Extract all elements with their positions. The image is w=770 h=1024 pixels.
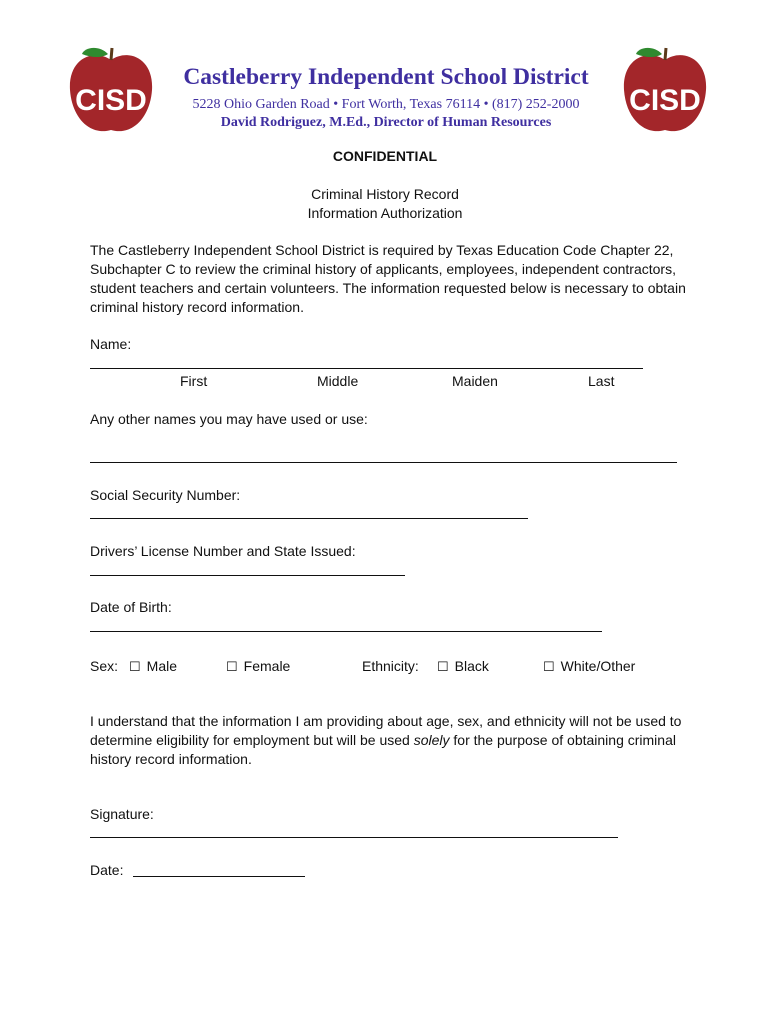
intro-paragraph: The Castleberry Independent School District is required by Texas Education Code Chapter 22, Subchapter C to review the criminal history of applicants, employees, independent contractors, student teachers and certain volunteers. The information requested below is necessary to obtain criminal history record information. bbox=[90, 242, 686, 315]
form-title-line2: Information Authorization bbox=[307, 205, 463, 221]
sex-option-male-label: Male bbox=[146, 658, 178, 674]
ethnicity-option-black[interactable] bbox=[437, 658, 489, 675]
checkbox-icon[interactable]: ☐ bbox=[129, 659, 141, 674]
date-label: Date: bbox=[90, 862, 124, 878]
ssn-label: Social Security Number: bbox=[90, 487, 241, 503]
drivers-license-label: Drivers’ License Number and State Issued: bbox=[90, 543, 356, 559]
ethnicity-option-white-other[interactable] bbox=[543, 658, 635, 675]
sex-option-female[interactable] bbox=[226, 658, 290, 675]
ssn-field-line[interactable] bbox=[90, 518, 528, 519]
other-names-field-line[interactable] bbox=[90, 462, 677, 463]
name-label: Name: bbox=[90, 336, 132, 352]
ethnicity-label: Ethnicity: bbox=[362, 658, 419, 674]
district-name: Castleberry Independent School District bbox=[183, 64, 589, 90]
checkbox-icon[interactable]: ☐ bbox=[437, 659, 449, 674]
understanding-statement bbox=[90, 712, 688, 769]
understanding-emphasis: solely bbox=[413, 732, 450, 748]
form-title-line1: Criminal History Record bbox=[311, 186, 459, 202]
drivers-license-field-line[interactable] bbox=[90, 575, 405, 576]
name-middle-label: Middle bbox=[317, 373, 359, 389]
understanding-text-before: I understand that the information I am providing about age, sex, and ethnicity will not be used to determine eligibility for employment but will be used bbox=[90, 713, 682, 748]
cisd-apple-logo-right bbox=[622, 44, 708, 136]
sex-option-female-label: Female bbox=[243, 658, 291, 674]
logo-text-left: CISD bbox=[75, 84, 147, 117]
confidential-heading: CONFIDENTIAL bbox=[332, 148, 438, 164]
district-address: 5228 Ohio Garden Road • Fort Worth, Texas 76114 • (817) 252-2000 bbox=[192, 97, 580, 112]
ethnicity-option-white-other-label: White/Other bbox=[560, 658, 636, 674]
sex-option-male[interactable] bbox=[129, 658, 177, 675]
name-first-label: First bbox=[180, 373, 208, 389]
ethnicity-option-black-label: Black bbox=[454, 658, 489, 674]
signature-label: Signature: bbox=[90, 806, 154, 822]
date-of-birth-label: Date of Birth: bbox=[90, 599, 172, 615]
understanding-text-after: for the purpose of obtaining criminal history record information. bbox=[90, 732, 676, 767]
name-last-label: Last bbox=[588, 373, 615, 389]
signature-field-line[interactable] bbox=[90, 837, 618, 838]
other-names-label: Any other names you may have used or use: bbox=[90, 411, 368, 427]
name-field-line[interactable] bbox=[90, 368, 643, 369]
date-field-line[interactable] bbox=[133, 876, 305, 877]
name-maiden-label: Maiden bbox=[452, 373, 498, 389]
checkbox-icon[interactable]: ☐ bbox=[226, 659, 238, 674]
checkbox-icon[interactable]: ☐ bbox=[543, 659, 555, 674]
sex-label: Sex: bbox=[90, 658, 119, 674]
date-of-birth-field-line[interactable] bbox=[90, 631, 602, 632]
hr-director: David Rodriguez, M.Ed., Director of Human Resources bbox=[220, 115, 552, 130]
logo-text-right: CISD bbox=[629, 84, 701, 117]
